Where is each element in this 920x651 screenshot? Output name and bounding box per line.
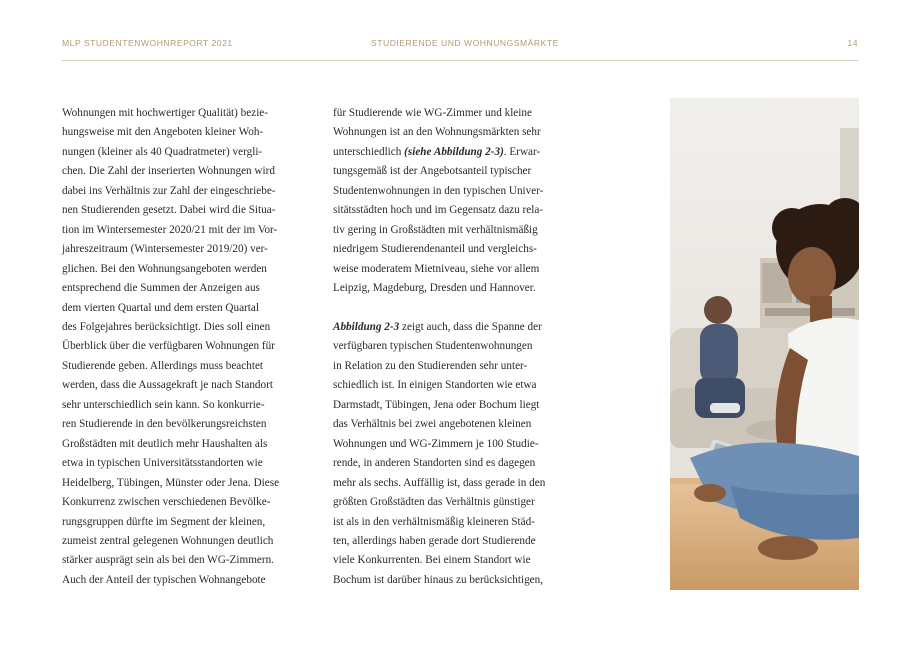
student-photo <box>670 98 859 590</box>
text-line: hungsweise mit den Angeboten kleiner Woh- <box>62 126 264 139</box>
text-fragment: . Erwar- <box>503 145 541 158</box>
text-fragment: zeigt auch, dass die Spanne der <box>399 320 542 333</box>
text-line: Auch der Anteil der typischen Wohnangebote <box>62 573 266 586</box>
figure-reference: Abbildung 2-3 <box>333 320 400 333</box>
text-line: chen. Die Zahl der inserierten Wohnungen wird <box>62 165 275 178</box>
text-line: Darmstadt, Tübingen, Jena oder Bochum liegt <box>333 398 540 411</box>
text-line: größten Großstädten das Verhältnis günstiger <box>333 496 535 509</box>
text-line: zumeist zentral gelegenen Wohnungen deutlich <box>62 534 274 547</box>
page-header <box>62 36 858 61</box>
paragraph-gap <box>333 299 595 318</box>
text-line: weise moderatem Mietniveau, siehe vor allem <box>333 262 540 275</box>
text-line: dabei ins Verhältnis zur Zahl der eingeschriebe- <box>62 184 276 197</box>
text-line: Wohnungen und WG-Zimmern je 100 Studie- <box>333 437 539 450</box>
text-line: rende, in anderen Standorten sind es dagegen <box>333 457 536 470</box>
text-line: viele Konkurrenten. Bei einem Standort wie <box>333 554 531 567</box>
text-line: ten, allerdings haben gerade dort Studierende <box>333 534 536 547</box>
report-title: MLP STUDENTENWOHNREPORT 2021 <box>62 38 233 48</box>
text-line: Studentenwohnungen in den typischen Univer- <box>333 184 544 197</box>
text-line: nen Studierenden gesetzt. Dabei wird die Situa- <box>62 204 276 217</box>
text-line: niedrigem Studierendenanteil und vergleichs- <box>333 243 537 256</box>
text-line: werden, dass die Aussagekraft je nach Standort <box>62 379 273 392</box>
text-line: schiedlich ist. In einigen Standorten wie etwa <box>333 379 537 392</box>
text-line: Wohnungen mit hochwertiger Qualität) bezie- <box>62 107 268 119</box>
text-line: das Verhältnis bei zwei angebotenen kleinen <box>333 418 532 431</box>
section-title: STUDIERENDE UND WOHNUNGSMÄRKTE <box>371 38 559 48</box>
text-line: Studierende geben. Allerdings muss beachtet <box>62 359 264 372</box>
text-line: Heidelberg, Tübingen, Münster oder Jena. Diese <box>62 476 280 489</box>
text-column-2 <box>333 104 595 590</box>
text-line: stärker ausprägt sein als bei den WG-Zimmern. <box>62 554 274 567</box>
text-line: tiv gering in Großstädten mit verhältnismäßig <box>333 223 538 236</box>
text-line <box>333 318 595 337</box>
text-line: für Studierende wie WG-Zimmer und kleine <box>333 107 532 119</box>
text-line: etwa in typischen Universitätsstandorten wie <box>62 457 263 470</box>
text-line: des Folgejahres berücksichtigt. Dies soll einen <box>62 320 271 333</box>
text-line: dem vierten Quartal und dem ersten Quartal <box>62 301 259 314</box>
text-line: Großstädten mit deutlich mehr Haushalten als <box>62 437 268 450</box>
text-line: Überblick über die verfügbaren Wohnungen für <box>62 340 275 353</box>
text-line: Bochum ist darüber hinaus zu berücksichtigen, <box>333 573 544 586</box>
text-line: nungen (kleiner als 40 Quadratmeter) vergli- <box>62 145 263 158</box>
text-line: Konkurrenz zwischen verschiedenen Bevölke- <box>62 496 271 509</box>
text-line: ren Studierende in den bevölkerungsreichsten <box>62 418 267 431</box>
text-line: rungsgruppen dürfte im Segment der kleinen, <box>62 515 266 528</box>
text-line: mehr als sechs. Auffällig ist, dass gerade in den <box>333 476 546 489</box>
text-line: Wohnungen ist an den Wohnungsmärkten sehr <box>333 126 541 139</box>
text-line: jahreszeitraum (Wintersemester 2019/20) ver- <box>62 243 268 256</box>
text-line: glichen. Bei den Wohnungsangeboten werden <box>62 262 267 275</box>
text-fragment: unterschiedlich <box>333 145 405 158</box>
text-line: ist als in den verhältnismäßig kleineren Städ- <box>333 515 535 528</box>
text-line: tungsgemäß ist der Angebotsanteil typischer <box>333 165 532 178</box>
text-line: in Relation zu den Studierenden sehr unter- <box>333 359 528 372</box>
page-number: 14 <box>847 38 858 48</box>
text-line: tion im Wintersemester 2020/21 mit der im Vor- <box>62 223 278 236</box>
text-column-1 <box>62 104 322 590</box>
text-line: verfügbaren typischen Studentenwohnungen <box>333 340 533 353</box>
text-line: sehr unterschiedlich sein kann. So konkurrie- <box>62 398 265 411</box>
figure-reference: (siehe Abbildung 2-3) <box>404 145 504 158</box>
text-line: Leipzig, Magdeburg, Dresden und Hannover. <box>333 282 536 295</box>
text-line <box>333 143 595 162</box>
text-line: entsprechend die Summen der Anzeigen aus <box>62 282 260 295</box>
text-line: sitätsstädten hoch und im Gegensatz dazu rela- <box>333 204 544 217</box>
